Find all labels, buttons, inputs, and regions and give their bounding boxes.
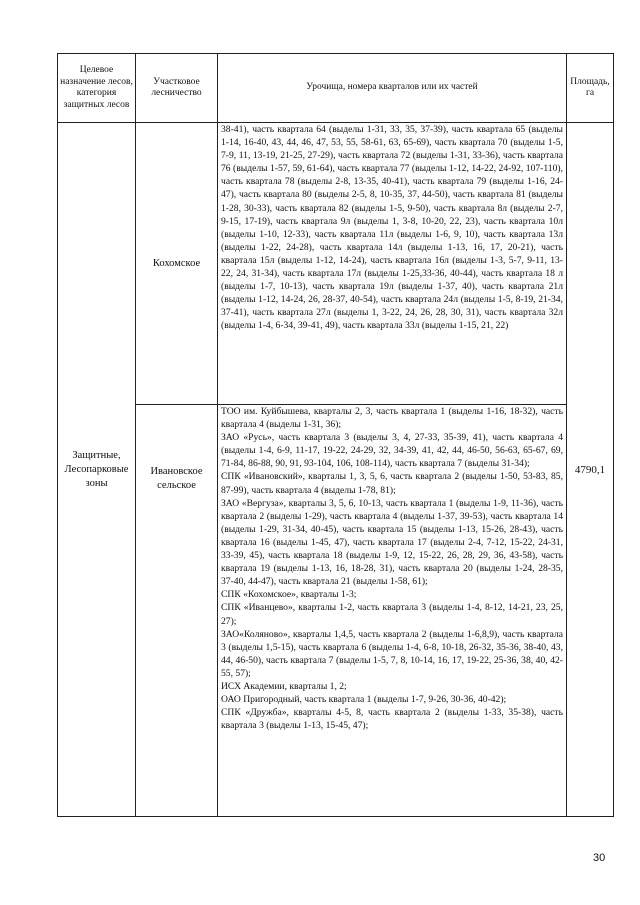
tract-paragraph: СПК «Дружба», кварталы 4-5, 8, часть квартала 2 (выделы 1-33, 35-38), часть квартала 3 (выделы 1-13, 15-45, 47); bbox=[221, 707, 563, 732]
area-cell: 4790,1 bbox=[567, 123, 614, 817]
district-kokhomskoe: Кохомское bbox=[136, 123, 218, 405]
header-district: Участковое лесничество bbox=[136, 54, 218, 123]
tract-paragraph: СПК «Иванцево», кварталы 1-2, часть квартала 3 (выделы 1-4, 8-12, 14-21, 23, 25, 27); bbox=[221, 602, 563, 627]
table-row bbox=[58, 405, 614, 817]
tract-paragraph: ЗАО «Русь», часть квартала 3 (выделы 3, 4, 27-33, 35-39, 41), часть квартала 4 (выделы 1-4, 6-9, 11-17, 19-22, 24-29, 32, 34-39, 41, 42, 44, 46-50, 56-63, 65-67, 69, 71-84, 86-88, 90, 91, 93-104, 106, 108-114), часть квартала 7 (выделы 31-34); bbox=[221, 432, 563, 470]
header-area: Площадь, га bbox=[567, 54, 614, 123]
category-cell: Защитные, Лесопарковые зоны bbox=[58, 123, 136, 817]
tract-paragraph: СПК «Ивановский», кварталы 1, 3, 5, 6, часть квартала 2 (выделы 1-50, 53-83, 85, 87-99), часть квартала 4 (выделы 1-78, 81); bbox=[221, 471, 563, 496]
header-tracts: Урочища, номера кварталов или их частей bbox=[218, 54, 567, 123]
tract-paragraph: ТОО им. Куйбышева, кварталы 2, 3, часть квартала 1 (выделы 1-16, 18-32), часть квартала 4 (выделы 1-31, 36); bbox=[221, 406, 563, 431]
tract-text: 38-41), часть квартала 64 (выделы 1-31, 33, 35, 37-39), часть квартала 65 (выделы 1-14, 16-40, 43, 44, 46, 47, 53, 55, 58-61, 63, 65-69), часть квартала 70 (выделы 1-5, 7-9, 11, 13-19, 21-25, 27-29), часть квартала 72 (выделы 1-31, 33-36), часть квартала 76 (выделы 1-57, 59, 61-64), часть квартала 77 (выделы 1-12, 14-22, 24-92, 107-110), часть квартала 78 (выделы 2-8, 13-35, 40-41), часть квартала 79 (выделы 1-16, 24-47), часть квартала 80 (выделы 2-5, 8, 10-35, 37, 44-50), часть квартала 81 (выделы 1-28, 30-33), часть квартала 82 (выделы 1-5, 9-50), часть квартала 8л (выделы 2-7, 9-15, 17-19), часть квартала 9л (выделы 1, 3-8, 10-20, 22, 23), часть квартала 10л (выделы 1-10, 12-33), часть квартала 11л (выделы 1-6, 9, 10), часть квартала 13л (выделы 1-22, 24-28), часть квартала 14л (выделы 1-13, 16, 17, 20-21), часть квартала 15л (выделы 1-12, 14-24), часть квартала 16л (выделы 1-3, 5-7, 9-11, 13-22, 24, 31-34), часть квартала 17л (выделы 1-25,33-36, 40-44), часть квартала 18 л (выделы 1-7, 10-13), часть квартала 19л (выделы 1-37, 40), часть квартала 21л (выделы 1-12, 14-24, 26, 28-37, 40-54), часть квартала 24л (выделы 1-5, 8-19, 21-34, 37-41), часть квартала 27л (выделы 1, 3-22, 24, 26, 28, 30, 31), часть квартала 32л (выделы 1-4, 6-34, 39-41, 49), часть квартала 33л (выделы 1-15, 21, 22) bbox=[221, 124, 563, 332]
tract-paragraph: ОАО Пригородный, часть квартала 1 (выделы 1-7, 9-26, 30-36, 40-42); bbox=[221, 694, 507, 706]
tracts-kokhomskoe bbox=[218, 123, 567, 405]
tracts-ivanovskoe bbox=[218, 405, 567, 817]
tract-paragraph: ЗАО «Вергуза», кварталы 3, 5, 6, 10-13, часть квартала 1 (выделы 1-9, 11-36), часть квартала 2 (выделы 1-29), часть квартала 4 (выделы 1-37, 39-53), часть квартала 14 (выделы 1-29, 31-34, 40-45), часть квартала 15 (выделы 1-13, 15-26, 28-43), часть квартала 16 (выделы 1-45, 47), часть квартала 17 (выделы 2-4, 7-12, 15-22, 24-31, 33-39, 45), часть квартала 18 (выделы 1-9, 12, 15-22, 26, 28, 29, 36, 43-58), часть квартала 19 (выделы 1-13, 16, 18-28, 31), часть квартала 20 (выделы 1-24, 28-35, 37-40, 44-47), часть квартала 21 (выделы 1-58, 61); bbox=[221, 497, 563, 588]
tract-paragraph: ИСХ Академии, кварталы 1, 2; bbox=[221, 680, 347, 692]
page-number: 30 bbox=[593, 852, 606, 864]
forest-table bbox=[57, 53, 614, 817]
header-row bbox=[58, 54, 614, 123]
district-ivanovskoe: Ивановское сельское bbox=[136, 405, 218, 817]
table-row bbox=[58, 123, 614, 405]
tract-paragraph: СПК «Кохомское», кварталы 1-3; bbox=[221, 589, 357, 601]
header-purpose: Целевое назначение лесов, категория защитных лесов bbox=[58, 54, 136, 123]
tract-paragraph: ЗАО«Коляново», кварталы 1,4,5, часть квартала 2 (выделы 1-6,8,9), часть квартала 3 (выделы 1,5-15), часть квартала 6 (выделы 1-4, 6-8, 10-18, 26-32, 35-36, 38-40, 43, 44, 46-50), часть квартала 7 (выделы 1-5, 7, 8, 10-14, 16, 17, 19-22, 25-36, 38, 40, 42-55, 57); bbox=[221, 628, 563, 679]
